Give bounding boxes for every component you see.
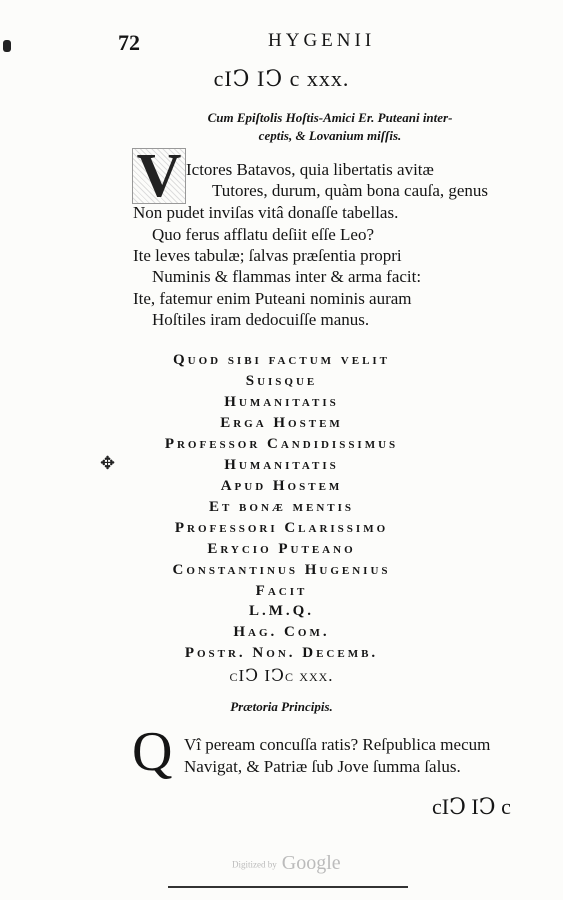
dedication-line: Et bonæ mentis xyxy=(208,499,355,515)
verse-line-2: Tutores, durum, quàm bona cauſa, genus xyxy=(212,181,489,200)
decorated-initial: V xyxy=(132,148,186,204)
verse-line-7: Ite, fatemur enim Puteani nominis auram xyxy=(133,289,412,308)
quote-line-1: Vî peream concuſſa ratis? Reſpublica mecum xyxy=(184,735,491,754)
dedication-line: Erga Hostem xyxy=(220,415,343,431)
dedication-line: Facit xyxy=(255,583,308,599)
dedication-line: Professor Candidissimus xyxy=(164,436,399,452)
verse-line-4: Quo ferus afflatu deſiit eſſe Leo? xyxy=(152,225,375,244)
page-marker-left xyxy=(3,40,11,52)
catchword: cIↃ IↃ c xyxy=(432,794,511,819)
digitized-watermark xyxy=(232,852,341,875)
year-heading: cIↃ IↃ c xxx. xyxy=(213,66,350,91)
dedication-line: Humanitatis xyxy=(224,394,339,410)
section-caption: Prætoria Principis. xyxy=(230,699,333,714)
dedication-line: Suisque xyxy=(245,373,318,389)
quote-initial: Q xyxy=(132,721,173,783)
dedication-line: L.M.Q. xyxy=(248,603,315,619)
verse-line-6: Numinis & flammas inter & arma facit: xyxy=(152,267,422,286)
dedication-line: Hag. Com. xyxy=(233,624,330,640)
dedication-line: Erycio Puteano xyxy=(207,541,356,557)
verse-line-8: Hoſtiles iram dedocuiſſe manus. xyxy=(152,310,370,329)
dedication-line: Postr. Non. Decemb. xyxy=(184,645,379,661)
dedication-date: cIↃ IↃc xxx. xyxy=(229,666,334,685)
page-number: 72 xyxy=(118,30,140,55)
dedication-line: Constantinus Hugenius xyxy=(172,562,391,578)
footer-rule xyxy=(168,886,408,888)
verse-line-5: Ite leves tabulæ; ſalvas præſentia propri xyxy=(133,246,402,265)
verse-line-1: Ictores Batavos, quia libertatis avitæ xyxy=(186,160,434,179)
watermark-small-text: Digitized by xyxy=(232,859,277,870)
poem-headline-line-2: ceptis, & Lovanium miſſis. xyxy=(258,128,402,143)
dedication-line: Professori Clarissimo xyxy=(174,520,389,536)
dedication-line: Quod sibi factum velit xyxy=(172,352,391,368)
verse-line-3: Non pudet inviſas vitâ donaſſe tabellas. xyxy=(133,203,399,222)
watermark-brand: Google xyxy=(281,852,341,874)
running-head: HYGENII xyxy=(268,30,376,51)
poem-headline-line-1: Cum Epiſtolis Hoſtis-Amici Er. Puteani inter- xyxy=(207,110,453,125)
dedication-line: Humanitatis xyxy=(224,457,339,473)
quote-line-2: Navigat, & Patriæ ſub Jove ſumma ſalus. xyxy=(184,757,461,776)
fleuron-icon: ✥ xyxy=(100,453,116,473)
dedication-line: Apud Hostem xyxy=(220,478,343,494)
